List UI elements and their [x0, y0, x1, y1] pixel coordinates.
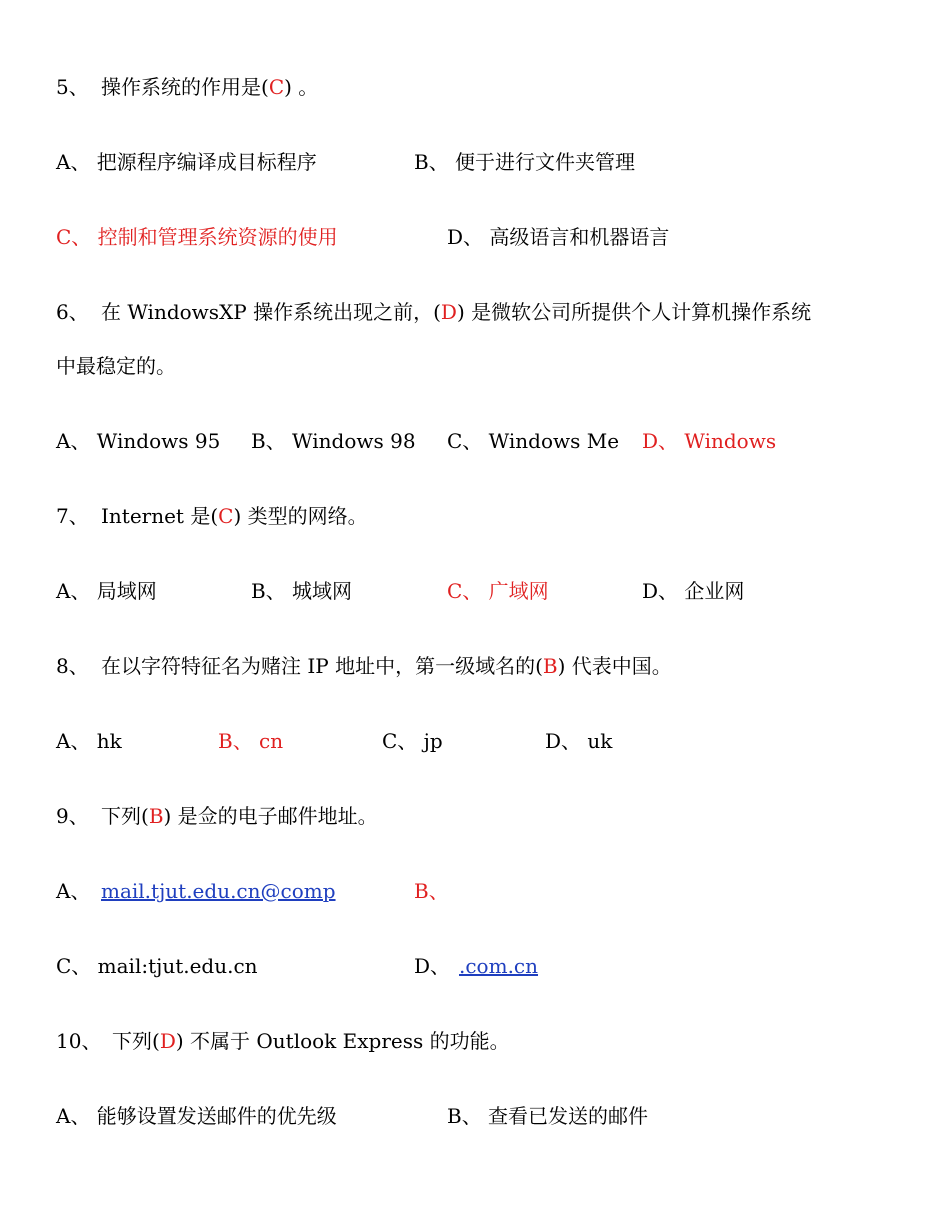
answer-letter: D	[159, 1029, 176, 1053]
answer-letter: C	[218, 504, 234, 528]
option-d-label: D、	[414, 954, 451, 978]
question-number: 10、	[56, 1029, 102, 1053]
answer-letter: B	[148, 804, 164, 828]
question-text: 操作系统的作用是(C) 。	[101, 75, 319, 99]
option-d-correct: D、 Windows	[642, 429, 777, 453]
question-text: 在 WindowsXP 操作系统出现之前，(D) 是微软公司所提供个人计算机操作系统	[101, 300, 812, 324]
question-text: 下列(B) 是佥的电子邮件地址。	[101, 804, 378, 828]
option-c-correct: C、 控制和管理系统资源的使用	[56, 225, 338, 249]
option-a: A、 局域网	[56, 579, 157, 603]
question-number: 6、	[56, 300, 89, 324]
option-d: D、 企业网	[642, 579, 745, 603]
option-d: D、 高级语言和机器语言	[447, 225, 670, 249]
option-b: B、 查看已发送的邮件	[447, 1104, 649, 1128]
question-text-continued: 中最稳定的。	[56, 354, 176, 378]
option-a-label: A、	[56, 879, 91, 903]
question-text: 在以字符特征名为赌注 IP 地址中，第一级域名的(B) 代表中国。	[101, 654, 672, 678]
question-text: 下列(D) 不属于 Outlook Express 的功能。	[112, 1029, 510, 1053]
question-number: 5、	[56, 75, 89, 99]
option-d: D、 uk	[545, 729, 613, 753]
option-a-email-link[interactable]: mail.tjut.edu.cn@comp	[101, 879, 336, 903]
answer-letter: D	[440, 300, 457, 324]
option-c: C、 jp	[382, 729, 443, 753]
option-a: A、 Windows 95	[56, 429, 221, 453]
answer-letter: C	[268, 75, 285, 99]
option-c: C、 Windows Me	[447, 429, 620, 453]
option-b: B、 Windows 98	[251, 429, 416, 453]
question-number: 8、	[56, 654, 89, 678]
option-a: A、 把源程序编译成目标程序	[56, 150, 317, 174]
option-a: A、 能够设置发送邮件的优先级	[56, 1104, 337, 1128]
question-number: 9、	[56, 804, 89, 828]
option-d-link[interactable]: .com.cn	[459, 954, 539, 978]
option-b: B、 便于进行文件夹管理	[414, 150, 636, 174]
answer-letter: B	[542, 654, 558, 678]
option-b: B、 城域网	[251, 579, 353, 603]
option-c-correct: C、 广域网	[447, 579, 549, 603]
option-b-correct: B、	[414, 879, 449, 903]
question-number: 7、	[56, 504, 89, 528]
option-c: C、 mail:tjut.edu.cn	[56, 954, 258, 978]
question-text: Internet 是(C) 类型的网络。	[101, 504, 368, 528]
option-b-correct: B、 cn	[218, 729, 284, 753]
option-a: A、 hk	[56, 729, 122, 753]
